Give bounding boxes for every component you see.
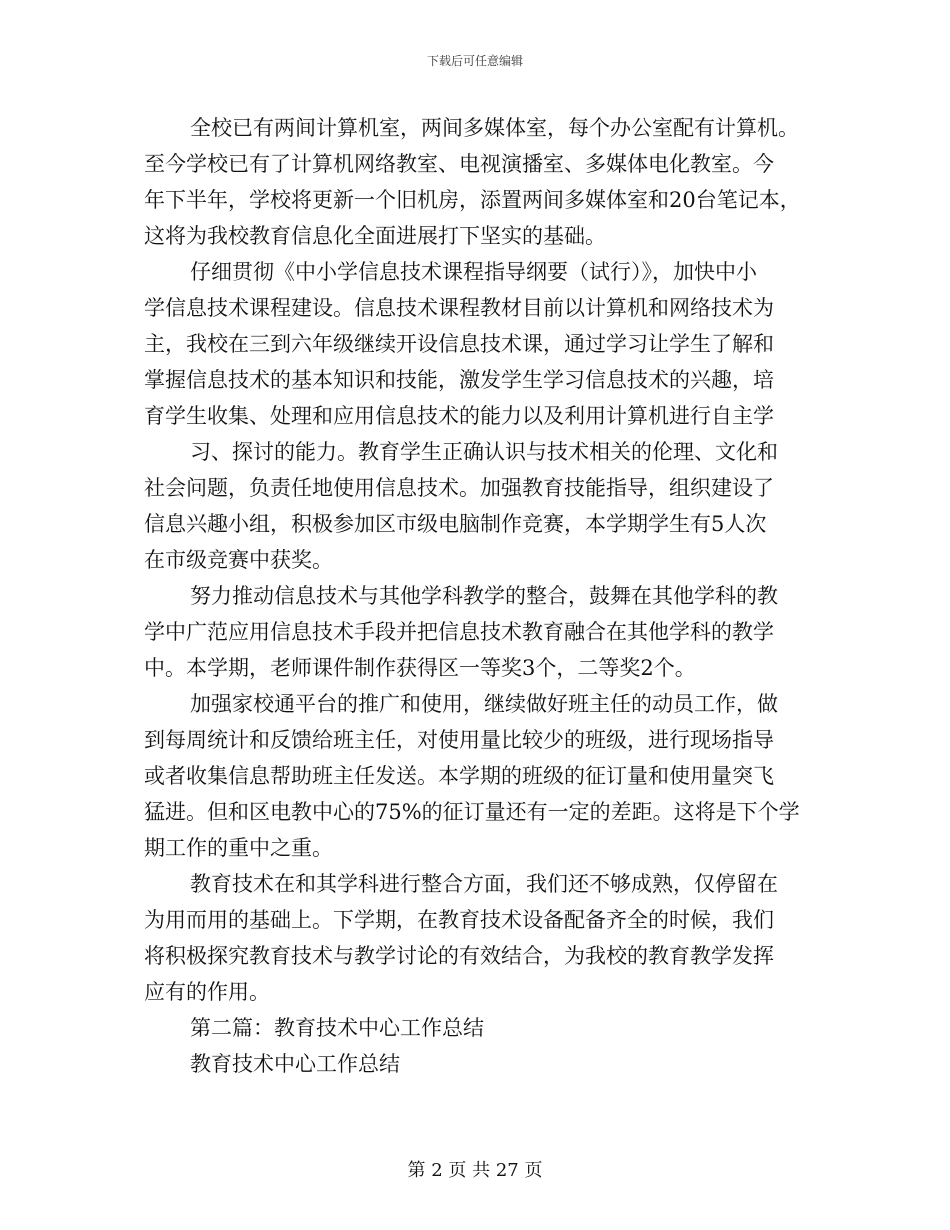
- paragraph-4-line-1: 加强家校通平台的推广和使用，继续做好班主任的动员工作，做: [190, 692, 778, 716]
- paragraph-2-line-3: 主，我校在三到六年级继续开设信息技术课，通过学习让学生了解和: [144, 332, 774, 356]
- paragraph-1-line-1: 全校已有两间计算机室，两间多媒体室，每个办公室配有计算机。: [190, 116, 799, 140]
- paragraph-2-line-5: 育学生收集、处理和应用信息技术的能力以及利用计算机进行自主学: [144, 404, 774, 428]
- page-number-footer: 第 2 页 共 27 页: [407, 1160, 543, 1181]
- paragraph-1-line-2: 至今学校已有了计算机网络教室、电视演播室、多媒体电化教室。今: [144, 152, 774, 176]
- paragraph-3-line-3: 中。本学期，老师课件制作获得区一等奖3个，二等奖2个。: [144, 656, 696, 680]
- paragraph-4-line-4: 猛进。但和区电教中心的75%的征订量还有一定的差距。这将是下个学: [144, 800, 800, 824]
- paragraph-2-line-6: 习、探讨的能力。教育学生正确认识与技术相关的伦理、文化和: [190, 440, 778, 464]
- paragraph-2-line-4: 掌握信息技术的基本知识和技能，激发学生学习信息技术的兴趣，培: [144, 368, 774, 392]
- paragraph-1-line-3: 年下半年，学校将更新一个旧机房，添置两间多媒体室和20台笔记本，: [144, 188, 801, 212]
- page-header-note: 下载后可任意编辑: [426, 54, 523, 68]
- section-heading: 第二篇：教育技术中心工作总结: [190, 1016, 484, 1040]
- paragraph-2-line-2: 学信息技术课程建设。信息技术课程教材目前以计算机和网络技术为: [144, 296, 774, 320]
- paragraph-5-line-1: 教育技术在和其学科进行整合方面，我们还不够成熟，仅停留在: [190, 872, 778, 896]
- paragraph-3-line-1: 努力推动信息技术与其他学科教学的整合，鼓舞在其他学科的教: [190, 584, 778, 608]
- paragraph-4-line-5: 期工作的重中之重。: [144, 836, 333, 860]
- paragraph-5-line-4: 应有的作用。: [144, 980, 270, 1004]
- paragraph-2-line-8: 信息兴趣小组，积极参加区市级电脑制作竞赛，本学期学生有5人次: [144, 512, 767, 536]
- paragraph-2-line-7: 社会问题，负责任地使用信息技术。加强教育技能指导，组织建设了: [144, 476, 774, 500]
- paragraph-4-line-3: 或者收集信息帮助班主任发送。本学期的班级的征订量和使用量突飞: [144, 764, 774, 788]
- section-title: 教育技术中心工作总结: [190, 1052, 400, 1076]
- paragraph-5-line-3: 将积极探究教育技术与教学讨论的有效结合，为我校的教育教学发挥: [144, 944, 774, 968]
- paragraph-2-line-9: 在市级竞赛中获奖。: [144, 548, 333, 572]
- paragraph-1-line-4: 这将为我校教育信息化全面进展打下坚实的基础。: [144, 224, 606, 248]
- paragraph-5-line-2: 为用而用的基础上。下学期，在教育技术设备配备齐全的时候，我们: [144, 908, 774, 932]
- paragraph-2-line-1: 仔细贯彻《中小学信息技术课程指导纲要（试行）》，加快中小: [190, 260, 757, 284]
- paragraph-3-line-2: 学中广范应用信息技术手段并把信息技术教育融合在其他学科的教学: [144, 620, 774, 644]
- paragraph-4-line-2: 到每周统计和反馈给班主任，对使用量比较少的班级，进行现场指导: [144, 728, 774, 752]
